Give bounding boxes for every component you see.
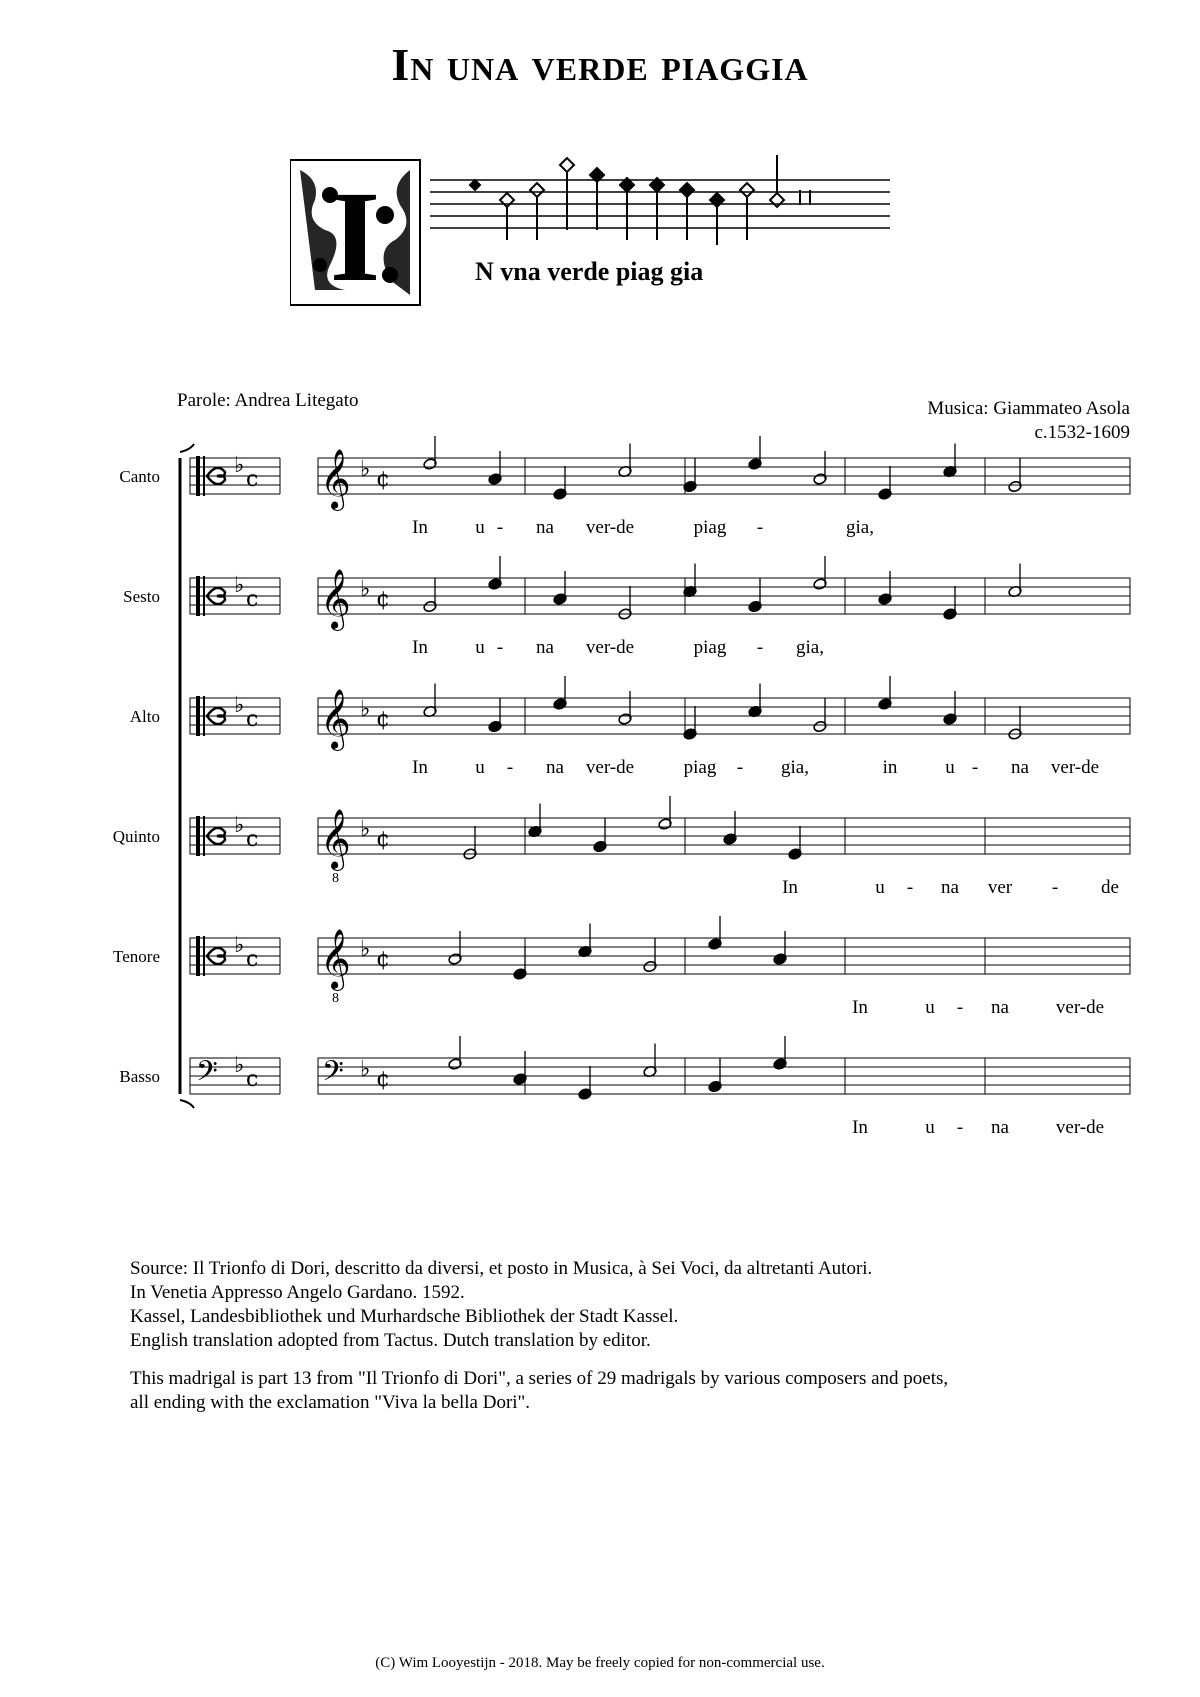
lyric-syllable: - bbox=[756, 517, 764, 538]
flat-icon: ♭ bbox=[360, 1057, 371, 1082]
lyric-syllable: na bbox=[546, 757, 564, 778]
octave-mark: 8 bbox=[332, 871, 339, 886]
common-time-icon: c bbox=[246, 707, 259, 732]
voice-name: Quinto bbox=[112, 827, 160, 846]
lyric-syllable: - bbox=[506, 757, 514, 778]
lyric-syllable: gia, bbox=[846, 517, 874, 538]
lyric-syllable: ver-de bbox=[1055, 997, 1105, 1018]
g-clef-icon: 𝄞 bbox=[320, 929, 351, 989]
common-time-icon: c bbox=[246, 467, 259, 492]
lyric-syllable: - bbox=[496, 637, 504, 658]
lyric-syllable: na bbox=[536, 637, 554, 658]
lyric-syllable: na bbox=[1011, 757, 1029, 778]
cut-time-icon: ¢ bbox=[376, 827, 390, 852]
lyric-syllable: na bbox=[991, 1117, 1009, 1138]
lyric-syllable: In bbox=[412, 517, 428, 538]
lyric-syllable: In bbox=[852, 997, 868, 1018]
lyricist-credit: Parole: Andrea Litegato bbox=[177, 390, 359, 411]
bracket-top bbox=[180, 444, 194, 452]
lyric-syllable: In bbox=[782, 877, 798, 898]
cut-time-icon: ¢ bbox=[376, 587, 390, 612]
flat-icon: ♭ bbox=[234, 813, 245, 838]
facsimile-text: N vna verde piag gia bbox=[475, 257, 704, 286]
lyric-syllable: ver bbox=[987, 877, 1013, 898]
f-clef-icon: 𝄢 bbox=[196, 1055, 218, 1095]
flat-icon: ♭ bbox=[234, 453, 245, 478]
common-time-icon: c bbox=[246, 1067, 259, 1092]
voice-name: Tenore bbox=[113, 947, 160, 966]
lyric-syllable: u bbox=[925, 997, 935, 1018]
lyric-syllable: ver-de bbox=[585, 517, 635, 538]
lyric-syllable: - bbox=[736, 757, 744, 778]
about-line: all ending with the exclamation "Viva la bella Dori". bbox=[130, 1392, 531, 1413]
c-clef-icon bbox=[196, 816, 200, 856]
cut-time-icon: ¢ bbox=[376, 947, 390, 972]
g-clef-icon: 𝄞 bbox=[320, 809, 351, 869]
lyric-syllable: ver-de bbox=[585, 757, 635, 778]
g-clef-icon: 𝄞 bbox=[320, 569, 351, 629]
lyric-syllable: u bbox=[875, 877, 885, 898]
source-line: In Venetia Appresso Angelo Gardano. 1592. bbox=[130, 1282, 465, 1303]
lyric-syllable: ver-de bbox=[1050, 757, 1100, 778]
lyric-syllable: in bbox=[882, 757, 898, 778]
lyric-syllable: - bbox=[906, 877, 914, 898]
flat-icon: ♭ bbox=[360, 817, 371, 842]
flat-icon: ♭ bbox=[360, 697, 371, 722]
lyric-syllable: na bbox=[536, 517, 554, 538]
f-clef-icon: 𝄢 bbox=[322, 1055, 344, 1095]
c-clef-icon bbox=[203, 456, 205, 496]
copyright-footer: (C) Wim Looyestijn - 2018. May be freely copied for non-commercial use. bbox=[375, 1655, 825, 1671]
lyric-syllable: ver-de bbox=[585, 637, 635, 658]
c-clef-icon bbox=[196, 576, 200, 616]
common-time-icon: c bbox=[246, 827, 259, 852]
flat-icon: ♭ bbox=[234, 573, 245, 598]
flat-icon: ♭ bbox=[234, 693, 245, 718]
bracket-bottom bbox=[180, 1100, 194, 1108]
page-title: In una verde piaggia bbox=[391, 39, 809, 90]
lyric-syllable: piag bbox=[693, 517, 727, 538]
lyric-syllable: na bbox=[991, 997, 1009, 1018]
composer-dates: c.1532-1609 bbox=[1034, 422, 1130, 443]
about-notes bbox=[130, 1367, 948, 1415]
c-clef-icon bbox=[203, 576, 205, 616]
lyric-syllable: - bbox=[496, 517, 504, 538]
flat-icon: ♭ bbox=[360, 577, 371, 602]
cut-time-icon: ¢ bbox=[376, 707, 390, 732]
lyric-syllable: - bbox=[956, 1117, 964, 1138]
voice-name: Sesto bbox=[123, 587, 160, 606]
c-clef-icon bbox=[196, 456, 200, 496]
lyric-syllable: u bbox=[945, 757, 955, 778]
lyric-syllable: piag bbox=[683, 757, 717, 778]
lyric-syllable: u bbox=[475, 517, 485, 538]
source-line: English translation adopted from Tactus. Dutch translation by editor. bbox=[130, 1330, 651, 1351]
voice-name: Alto bbox=[129, 707, 160, 726]
lyric-syllable: gia, bbox=[796, 637, 824, 658]
lyric-syllable: - bbox=[1051, 877, 1059, 898]
voice-name: Canto bbox=[119, 467, 160, 486]
lyric-syllable: - bbox=[756, 637, 764, 658]
octave-mark: 8 bbox=[332, 991, 339, 1006]
c-clef-icon bbox=[203, 936, 205, 976]
lyric-syllable: piag bbox=[693, 637, 727, 658]
source-line: Kassel, Landesbibliothek und Murhardsche Bibliothek der Stadt Kassel. bbox=[130, 1306, 679, 1327]
source-line: Source: Il Trionfo di Dori, descritto da diversi, et posto in Musica, à Sei Voci, da altretanti Autori. bbox=[130, 1258, 873, 1279]
lyric-syllable: u bbox=[475, 757, 485, 778]
flat-icon: ♭ bbox=[234, 933, 245, 958]
lyric-syllable: gia, bbox=[781, 757, 809, 778]
about-line: This madrigal is part 13 from "Il Trionfo di Dori", a series of 29 madrigals by various composers and poets, bbox=[130, 1368, 949, 1389]
lyric-syllable: na bbox=[941, 877, 959, 898]
lyric-syllable: de bbox=[1101, 877, 1119, 898]
c-clef-icon bbox=[203, 816, 205, 856]
lyric-syllable: ver-de bbox=[1055, 1117, 1105, 1138]
lyric-syllable: - bbox=[971, 757, 979, 778]
lyric-syllable: - bbox=[956, 997, 964, 1018]
cut-time-icon: ¢ bbox=[376, 1067, 390, 1092]
g-clef-icon: 𝄞 bbox=[320, 689, 351, 749]
flat-icon: ♭ bbox=[360, 937, 371, 962]
cut-time-icon: ¢ bbox=[376, 467, 390, 492]
lyric-syllable: In bbox=[852, 1117, 868, 1138]
c-clef-icon bbox=[196, 696, 200, 736]
lyric-syllable: u bbox=[925, 1117, 935, 1138]
c-clef-icon bbox=[196, 936, 200, 976]
common-time-icon: c bbox=[246, 947, 259, 972]
common-time-icon: c bbox=[246, 587, 259, 612]
g-clef-icon: 𝄞 bbox=[320, 449, 351, 509]
flat-icon: ♭ bbox=[234, 1053, 245, 1078]
lyric-syllable: u bbox=[475, 637, 485, 658]
composer-credit: Musica: Giammateo Asola bbox=[927, 398, 1130, 419]
lyric-syllable: In bbox=[412, 637, 428, 658]
voice-name: Basso bbox=[119, 1067, 160, 1086]
initial-letter: I bbox=[329, 165, 381, 309]
flat-icon: ♭ bbox=[360, 457, 371, 482]
source-notes bbox=[130, 1257, 872, 1353]
lyric-syllable: In bbox=[412, 757, 428, 778]
c-clef-icon bbox=[203, 696, 205, 736]
